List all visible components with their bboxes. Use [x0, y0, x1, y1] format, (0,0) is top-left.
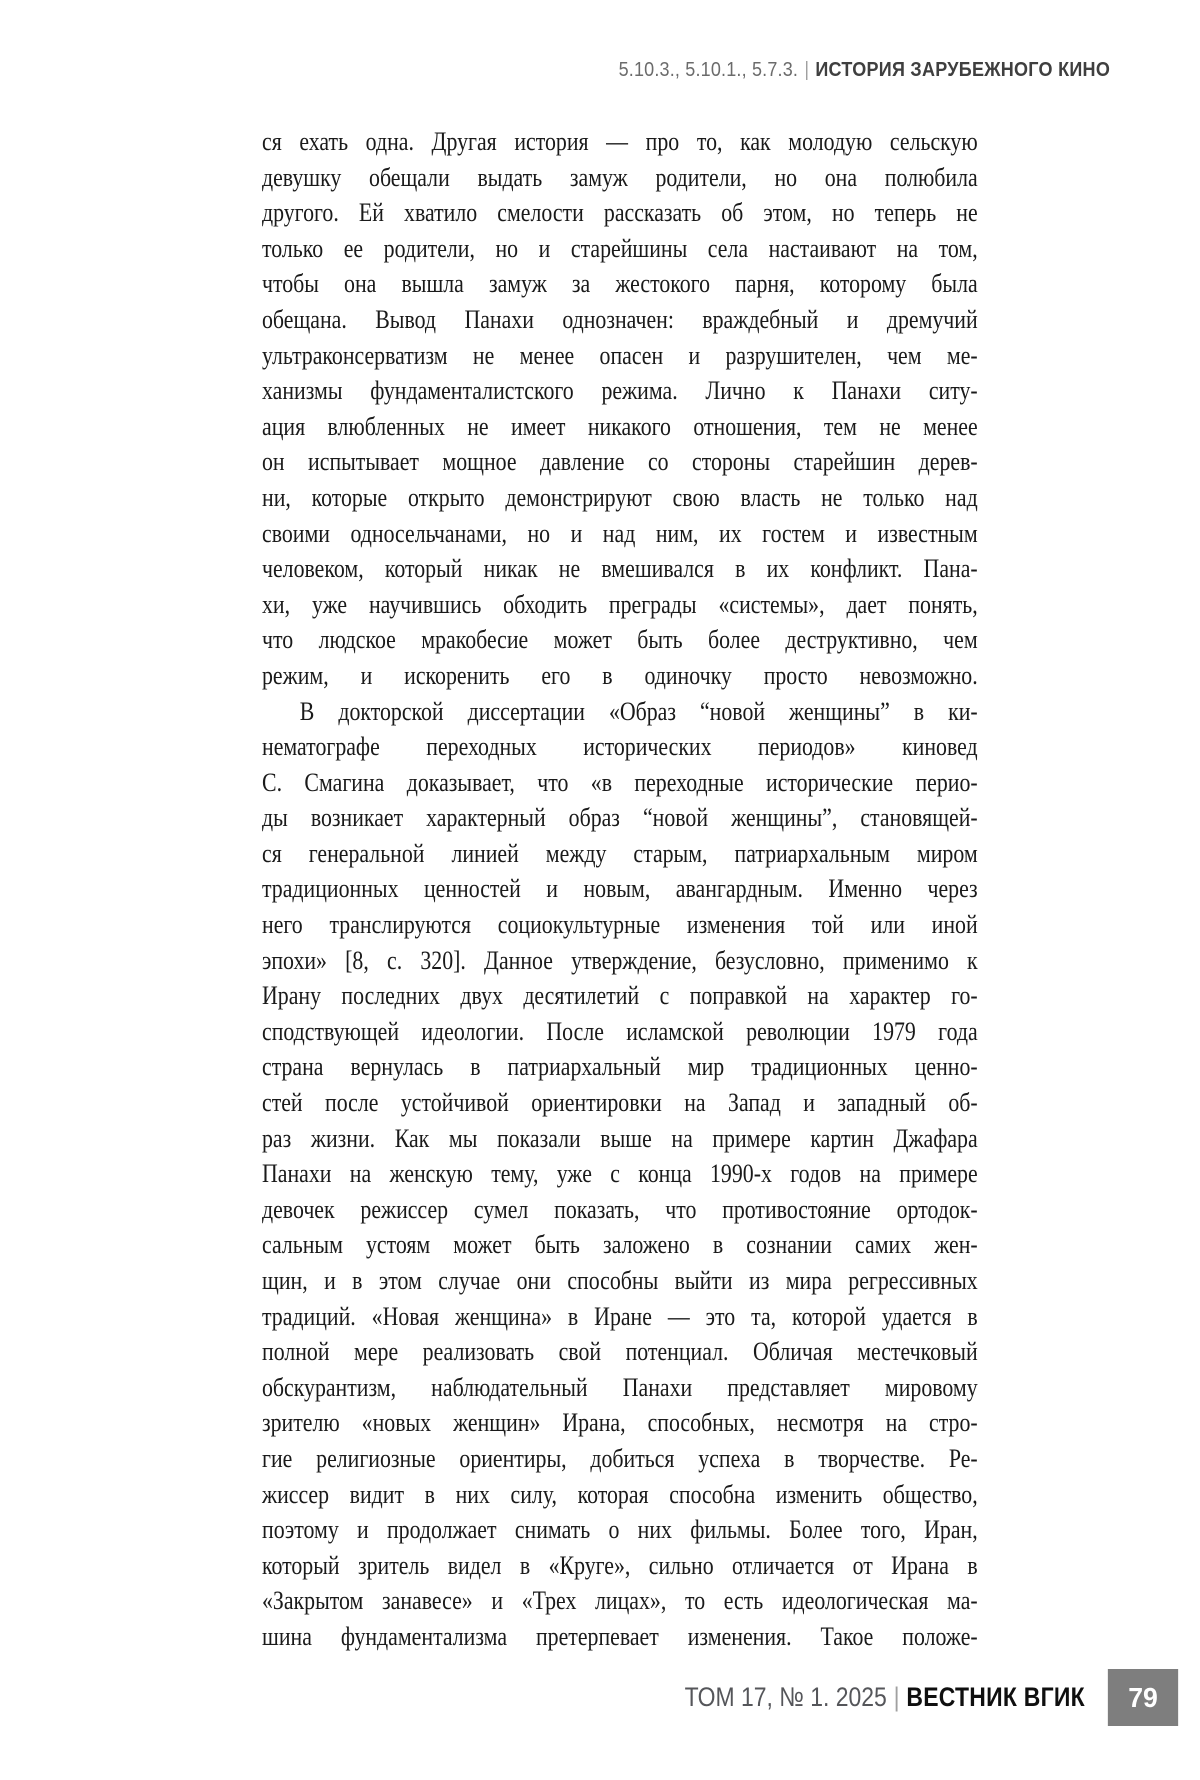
text-line: ханизмы фундаменталистского режима. Лично к Панахи ситу- — [262, 376, 978, 406]
text-line: ни, которые открыто демонстрируют свою власть не только над — [262, 482, 978, 512]
text-line: В докторской диссертации «Образ “новой женщины” в ки- — [299, 696, 978, 726]
running-header — [619, 58, 1110, 82]
text-line: стей после устойчивой ориентировки на Запад и западный об- — [262, 1088, 978, 1118]
footer-journal-title: ВЕСТНИК ВГИК — [906, 1682, 1085, 1712]
text-line: своими односельчанами, но и над ним, их гостем и известным — [262, 518, 978, 548]
footer-separator: | — [893, 1682, 900, 1712]
text-line: эпохи» [8, с. 320]. Данное утверждение, безусловно, применимо к — [262, 945, 978, 975]
text-line: гие религиозные ориентиры, добиться успеха в творчестве. Ре- — [262, 1443, 978, 1473]
text-line: ся ехать одна. Другая история — про то, как молодую сельскую — [262, 127, 978, 156]
text-line: Ирану последних двух десятилетий с поправкой на характер го- — [262, 981, 978, 1011]
text-line: он испытывает мощное давление со стороны старейшин дерев- — [262, 447, 978, 477]
footer-text — [685, 1682, 1085, 1713]
text-line: «Закрытом занавесе» и «Трех лицах», то есть идеологическая ма- — [262, 1586, 978, 1616]
text-line: режим, и искоренить его в одиночку просто невозможно. — [262, 660, 978, 690]
text-line: С. Смагина доказывает, что «в переходные исторические перио- — [262, 767, 978, 797]
text-line: раз жизни. Как мы показали выше на примере картин Джафара — [262, 1123, 978, 1153]
text-line: нематографе переходных исторических периодов» киновед — [262, 732, 978, 762]
text-line: щин, и в этом случае они способны выйти из мира регрессивных — [262, 1266, 978, 1295]
text-line: только ее родители, но и старейшины села настаивают на том, — [262, 233, 978, 263]
text-line: девочек режиссер сумел показать, что противостояние ортодок- — [262, 1194, 978, 1224]
text-line: который зритель видел в «Круге», сильно отличается от Ирана в — [262, 1550, 978, 1580]
text-line: девушку обещали выдать замуж родители, но она полюбила — [262, 162, 978, 192]
text-line: чтобы она вышла замуж за жестокого парня, которому была — [262, 269, 978, 299]
text-line: сальным устоям может быть заложено в сознании самих жен- — [262, 1230, 978, 1260]
footer-issue: ТОМ 17, № 1. 2025 — [684, 1682, 887, 1712]
text-line: ся генеральной линией между старым, патриархальным миром — [262, 838, 978, 868]
text-line: обскурантизм, наблюдательный Панахи представляет мировому — [262, 1372, 978, 1402]
text-line: традиционных ценностей и новым, авангардным. Именно через — [262, 874, 978, 904]
text-line: Панахи на женскую тему, уже с конца 1990-х годов на примере — [262, 1159, 978, 1189]
text-line: что людское мракобесие может быть более деструктивно, чем — [262, 625, 978, 655]
text-line: сподствующей идеологии. После исламской революции 1979 года — [262, 1016, 978, 1046]
text-line: другого. Ей хватило смелости рассказать об этом, но теперь не — [262, 198, 978, 228]
text-line: обещана. Вывод Панахи однозначен: враждебный и дремучий — [262, 304, 978, 334]
text-line: него транслируются социокультурные изменения той или иной — [262, 910, 978, 940]
text-line: хи, уже научившись обходить преграды «системы», дает понять, — [262, 589, 978, 619]
text-line: традиций. «Новая женщина» в Иране — это та, которой удается в — [262, 1301, 978, 1331]
text-line: ация влюбленных не имеет никакого отношения, тем не менее — [262, 411, 978, 441]
text-line: полной мере реализовать свой потенциал. Обличая местечковый — [262, 1337, 978, 1367]
running-footer — [614, 1669, 1180, 1726]
page-number-badge: 79 — [1108, 1669, 1178, 1726]
header-section-title: ИСТОРИЯ ЗАРУБЕЖНОГО КИНО — [815, 59, 1110, 81]
text-line: шина фундаментализма претерпевает изменения. Такое положе- — [262, 1621, 978, 1651]
text-line: ды возникает характерный образ “новой женщины”, становящей- — [262, 803, 978, 833]
header-separator: | — [804, 59, 809, 81]
text-line: жиссер видит в них силу, которая способна изменить общество, — [262, 1479, 978, 1509]
text-line: поэтому и продолжает снимать о них фильмы. Более того, Иран, — [262, 1515, 978, 1545]
article-text-block — [262, 124, 1122, 1655]
text-line: зрителю «новых женщин» Ирана, способных, несмотря на стро- — [262, 1408, 978, 1438]
text-line: человеком, который никак не вмешивался в их конфликт. Пана- — [262, 554, 978, 584]
text-line: страна вернулась в патриархальный мир традиционных ценно- — [262, 1052, 978, 1082]
text-line: ультраконсерватизм не менее опасен и разрушителен, чем ме- — [262, 340, 978, 370]
header-udc-codes: 5.10.3., 5.10.1., 5.7.3. — [618, 59, 798, 81]
